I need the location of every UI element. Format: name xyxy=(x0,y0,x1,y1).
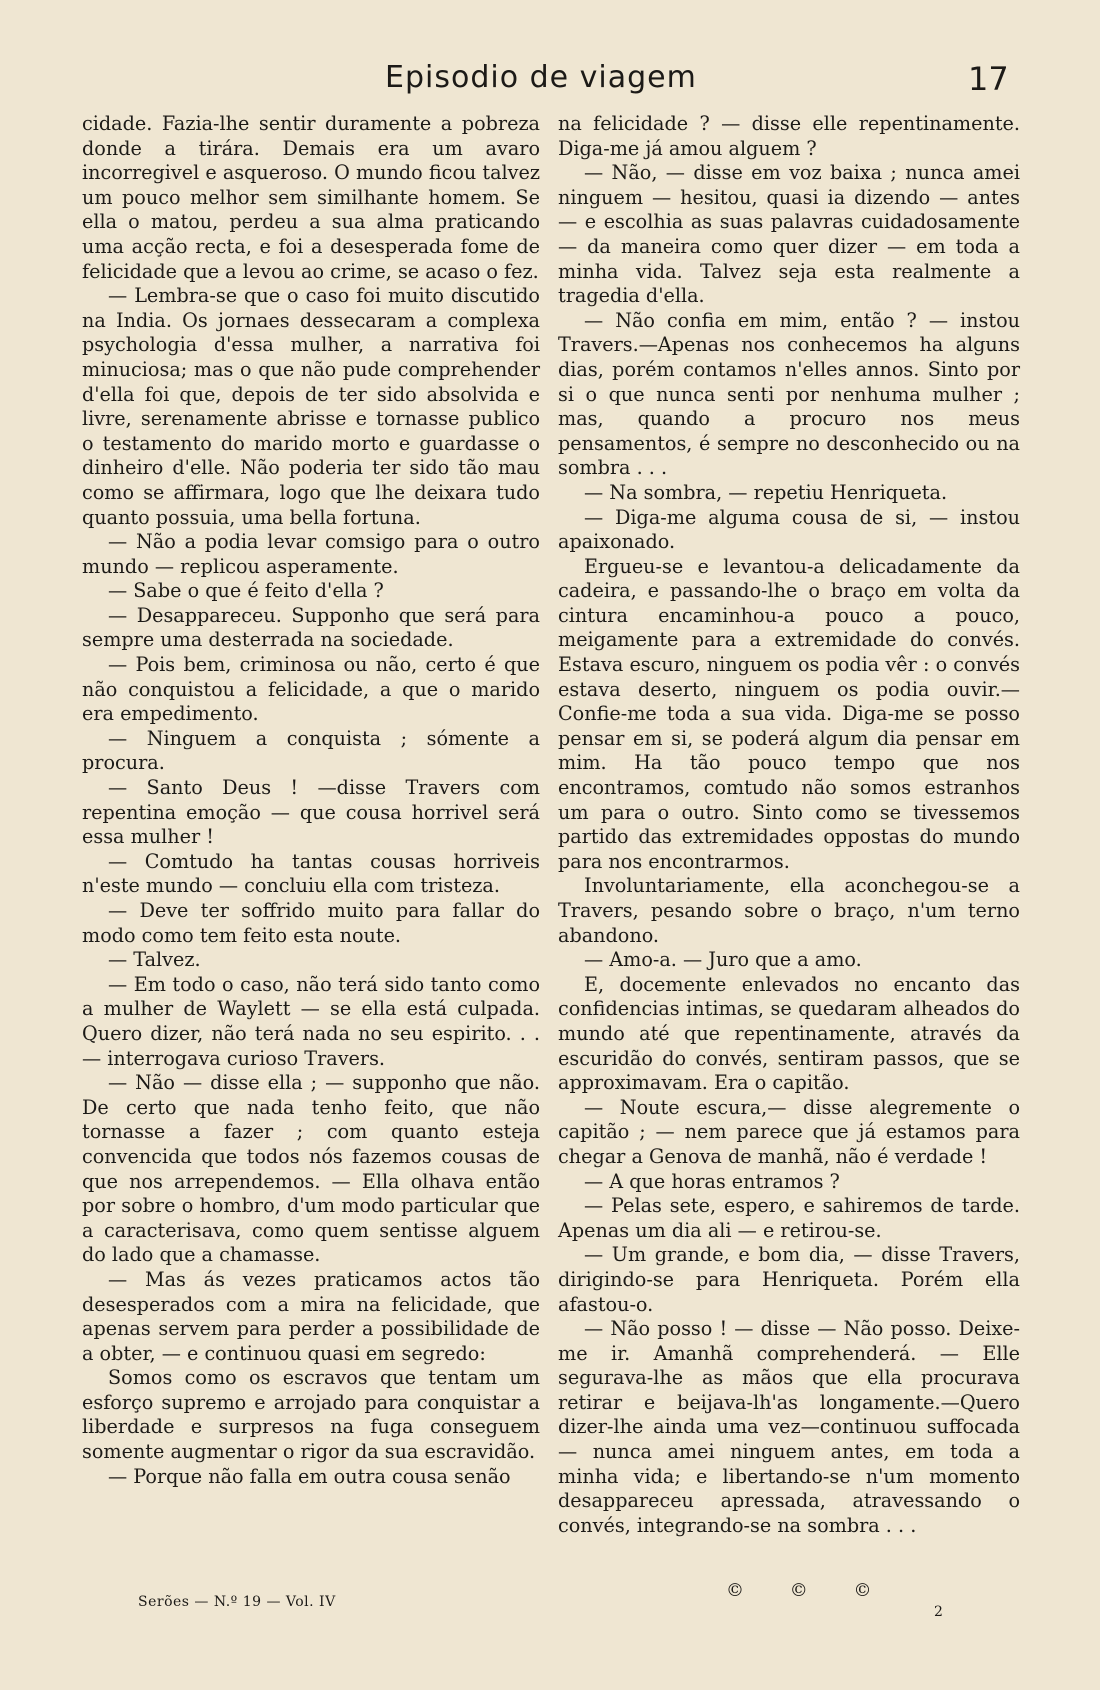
left-column xyxy=(82,112,540,1489)
paragraph: — Em todo o caso, não terá sido tanto como a mulher de Waylett — se ella está culpada. Quero dizer, não terá nada no seu espirito. . . — interrogava curioso Travers. xyxy=(82,972,540,1070)
paragraph: — Na sombra, — repetiu Henriqueta. xyxy=(584,480,948,504)
paragraph: — Santo Deus ! —disse Travers com repentina emoção — que cousa horrivel será essa mulher ! xyxy=(82,776,540,849)
paragraph: — Porque não falla em outra cousa senão xyxy=(108,1464,511,1488)
paragraph: — A que horas entramos ? xyxy=(584,1169,840,1193)
paragraph: — Comtudo ha tantas cousas horriveis n'este mundo — concluiu ella com tristeza. xyxy=(82,849,540,898)
end-ornament: © © © xyxy=(726,1580,892,1601)
page-header xyxy=(0,60,1100,110)
paragraph: — Lembra-se que o caso foi muito discutido na India. Os jornaes dessecaram a complexa psychologia d'essa mulher, a narrativa foi minuciosa; mas o que não pude comprehender d'ella foi que, depois de ter sido absolvida e livre, serenamente abrisse e tornasse publico o testamento do marido morto e guardasse o dinheiro d'elle. Não poderia ter sido tão mau como se affirmara, logo que lhe deixara tudo quanto possuia, uma bella fortuna. xyxy=(82,284,540,529)
paragraph: — Noute escura,— disse alegremente o capitão ; — nem parece que já estamos para chegar a Genova de manhã, não é verdade ! xyxy=(558,1095,1020,1168)
page-number: 17 xyxy=(968,60,1009,98)
paragraph: — Não — disse ella ; — supponho que não. De certo que nada tenho feito, que não tornasse a fazer ; com quanto esteja convencida que todos nós fazemos cousas de que nos arrependemos. — Ella olhava então por sobre o hombro, d'um modo particular que a caracterisava, como quem sentisse alguem do lado que a chamasse. xyxy=(82,1071,540,1267)
paragraph: — Diga-me alguma cousa de si, — instou apaixonado. xyxy=(558,505,1020,554)
paragraph: — Sabe o que é feito d'ella ? xyxy=(108,579,384,603)
paragraph: — Talvez. xyxy=(108,948,201,972)
paragraph: — Não posso ! — disse — Não posso. Deixe-me ir. Amanhã comprehenderá. — Elle segurava-lhe as mãos que ella procurava retirar e beijava-lh'as longamente.—Quero dizer-lhe ainda uma vez—continuou suffocada — nunca amei ninguem antes, em toda a minha vida; e libertando-se n'um momento desappareceu apressada, atravessando o convés, integrando-se na sombra . . . xyxy=(558,1317,1020,1537)
paragraph: — Não confia em mim, então ? — instou Travers.—Apenas nos conhecemos ha alguns dias, porém contamos n'elles annos. Sinto por si o que nunca senti por nenhuma mulher ; mas, quando a procuro nos meus pensamentos, é sempre no desconhecido ou na sombra . . . xyxy=(558,308,1020,480)
paragraph: E, docemente enlevados no encanto das confidencias intimas, se quedaram alheados do mundo até que repentinamente, através da escuridão do convés, sentiram passos, que se approximavam. Era o capitão. xyxy=(558,972,1020,1095)
paragraph: — Ninguem a conquista ; sómente a procura. xyxy=(82,726,540,775)
paragraph: Ergueu-se e levantou-a delicadamente da cadeira, e passando-lhe o braço em volta da cintura encaminhou-a pouco a pouco, meigamente para a extremidade do convés. Estava escuro, ninguem os podia vêr : o convés estava deserto, ninguem os podia ouvir.—Confie-me toda a sua vida. Diga-me se posso pensar em si, se poderá algum dia pensar em mim. Ha tão pouco tempo que nos encontramos, comtudo não somos estranhos um para o outro. Sinto como se tivessemos partido das extremidades oppostas do mundo para nos encontrarmos. xyxy=(558,554,1020,873)
paragraph: Involuntariamente, ella aconchegou-se a Travers, pesando sobre o braço, n'um terno abandono. xyxy=(558,874,1020,947)
paragraph: — Pois bem, criminosa ou não, certo é que não conquistou a felicidade, a que o marido era empedimento. xyxy=(82,653,540,726)
running-title: Episodio de viagem xyxy=(385,60,697,95)
signature-number: 2 xyxy=(934,1604,943,1620)
paragraph: — Não a podia levar comsigo para o outro mundo — replicou asperamente. xyxy=(82,530,540,578)
paragraph: — Pelas sete, espero, e sahiremos de tarde. Apenas um dia ali — e retirou-se. xyxy=(558,1194,1020,1242)
journal-footer: Serões — N.º 19 — Vol. IV xyxy=(138,1594,336,1610)
paragraph: na felicidade ? — disse elle repentinamente. Diga-me já amou alguem ? xyxy=(558,112,1020,160)
paragraph: cidade. Fazia-lhe sentir duramente a pobreza donde a tirára. Demais era um avaro incorregivel e asqueroso. O mundo ficou talvez um pouco melhor sem similhante homem. Se ella o matou, perdeu a sua alma praticando uma acção recta, e foi a desesperada fome de felicidade que a levou ao crime, se acaso o fez. xyxy=(82,112,540,283)
paragraph: — Desappareceu. Supponho que será para sempre uma desterrada na sociedade. xyxy=(82,603,540,652)
paragraph: — Mas ás vezes praticamos actos tão desesperados com a mira na felicidade, que apenas servem para perder a possibilidade de a obter, — e continuou quasi em segredo: xyxy=(82,1267,540,1365)
paragraph: — Não, — disse em voz baixa ; nunca amei ninguem — hesitou, quasi ia dizendo — antes — e escolhia as suas palavras cuidadosamente — da maneira como quer dizer — em toda a minha vida. Talvez seja esta realmente a tragedia d'ella. xyxy=(558,161,1020,308)
right-column xyxy=(558,112,1020,1538)
paragraph: — Amo-a. — Juro que a amo. xyxy=(584,948,862,972)
paragraph: — Deve ter soffrido muito para fallar do modo como tem feito esta noute. xyxy=(82,899,540,947)
paragraph: Somos como os escravos que tentam um esforço supremo e arrojado para conquistar a liberdade e surpresos na fuga conseguem somente augmentar o rigor da sua escravidão. xyxy=(82,1366,540,1464)
paragraph: — Um grande, e bom dia, — disse Travers, dirigindo-se para Henriqueta. Porém ella afastou-o. xyxy=(558,1243,1020,1316)
